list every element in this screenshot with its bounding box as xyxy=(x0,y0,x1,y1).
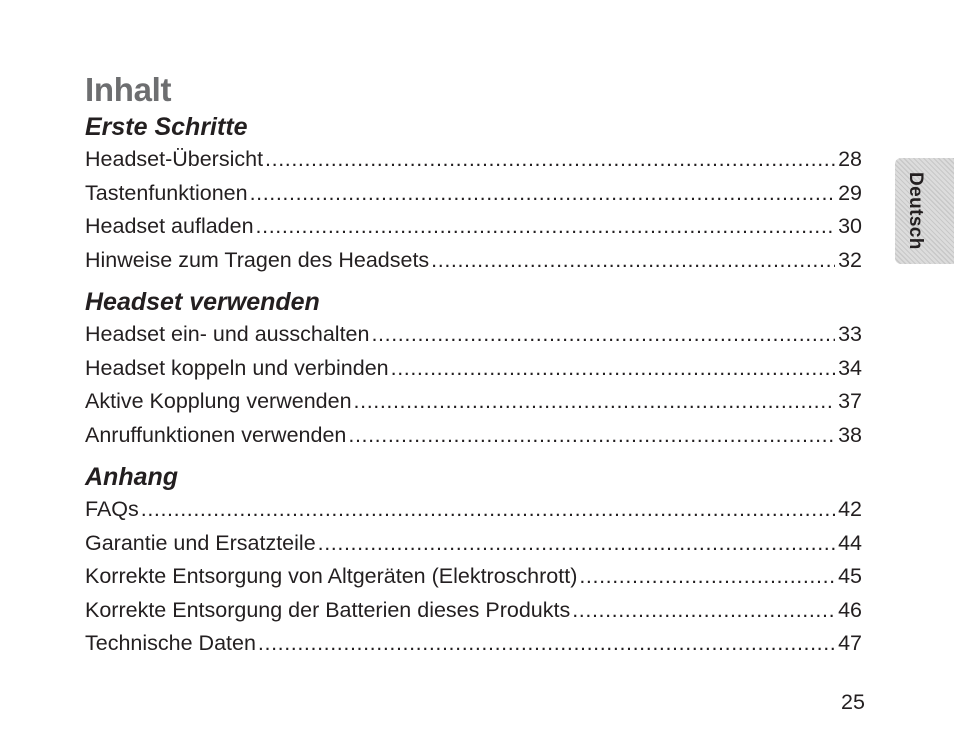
dot-leader xyxy=(258,627,835,661)
toc-entry-title: Korrekte Entsorgung der Batterien dieses Produkts xyxy=(85,597,571,622)
toc-entry[interactable] xyxy=(85,527,862,561)
toc-section-erste-schritte xyxy=(85,110,862,277)
toc-entry[interactable] xyxy=(85,177,862,211)
toc-entry-page: 37 xyxy=(838,389,862,413)
toc-entry-page: 44 xyxy=(838,530,862,555)
language-tab xyxy=(895,158,954,264)
toc-entry-page: 32 xyxy=(838,247,862,272)
toc-entry[interactable] xyxy=(85,627,862,661)
toc-entry-title: Hinweise zum Tragen des Headsets xyxy=(85,247,430,272)
toc-entry-page: 33 xyxy=(838,322,862,346)
dot-leader xyxy=(572,594,835,628)
dot-leader xyxy=(265,143,835,177)
section-heading: Anhang xyxy=(85,463,179,491)
dot-leader xyxy=(141,493,835,527)
toc-entry-page: 38 xyxy=(838,422,862,447)
toc-entry-title: Headset-Übersicht xyxy=(85,147,264,171)
dot-leader xyxy=(579,560,835,594)
toc-section-headset-verwenden xyxy=(85,285,862,452)
page-title: Inhalt xyxy=(85,71,172,109)
toc-entry[interactable] xyxy=(85,352,862,386)
toc-entry-title: Korrekte Entsorgung von Altgeräten (Elektroschrott) xyxy=(85,564,578,588)
toc-entry-title: Tastenfunktionen xyxy=(85,180,248,205)
dot-leader xyxy=(256,210,836,244)
dot-leader xyxy=(391,352,835,386)
toc-entry[interactable] xyxy=(85,493,862,527)
dot-leader xyxy=(431,244,835,278)
toc-entry[interactable] xyxy=(85,318,862,352)
toc-entry-title: Headset ein- und ausschalten xyxy=(85,322,370,346)
toc-entry-title: Headset koppeln und verbinden xyxy=(85,355,389,380)
page-number: 25 xyxy=(841,690,865,714)
toc-entry-title: Technische Daten xyxy=(85,631,256,655)
language-tab-label-wrap xyxy=(895,158,935,264)
toc-entry-page: 29 xyxy=(838,180,862,205)
table-of-contents xyxy=(85,110,862,669)
toc-entry-page: 42 xyxy=(838,497,862,521)
dot-leader xyxy=(250,177,836,211)
dot-leader xyxy=(318,527,835,561)
dot-leader xyxy=(371,318,835,352)
toc-entry[interactable] xyxy=(85,560,862,594)
toc-entry-page: 28 xyxy=(838,147,862,171)
toc-section-anhang xyxy=(85,460,862,661)
toc-entry-title: FAQs xyxy=(85,497,139,521)
toc-entry-title: Garantie und Ersatzteile xyxy=(85,530,316,555)
toc-entry-title: Aktive Kopplung verwenden xyxy=(85,389,352,413)
toc-entry[interactable] xyxy=(85,210,862,244)
language-tab-label: Deutsch xyxy=(905,172,926,250)
toc-entry-title: Anruffunktionen verwenden xyxy=(85,422,347,447)
toc-entry-title: Headset aufladen xyxy=(85,214,254,238)
section-heading: Headset verwenden xyxy=(85,288,320,316)
section-heading: Erste Schritte xyxy=(85,113,248,141)
toc-entry-page: 45 xyxy=(838,564,862,588)
toc-entry[interactable] xyxy=(85,594,862,628)
toc-entry[interactable] xyxy=(85,419,862,453)
dot-leader xyxy=(348,419,835,453)
toc-entry-page: 47 xyxy=(838,631,862,655)
toc-entry[interactable] xyxy=(85,143,862,177)
toc-entry[interactable] xyxy=(85,385,862,419)
toc-entry-page: 30 xyxy=(838,214,862,238)
toc-entry-page: 46 xyxy=(838,597,862,622)
toc-entry[interactable] xyxy=(85,244,862,278)
toc-entry-page: 34 xyxy=(838,355,862,380)
dot-leader xyxy=(354,385,836,419)
